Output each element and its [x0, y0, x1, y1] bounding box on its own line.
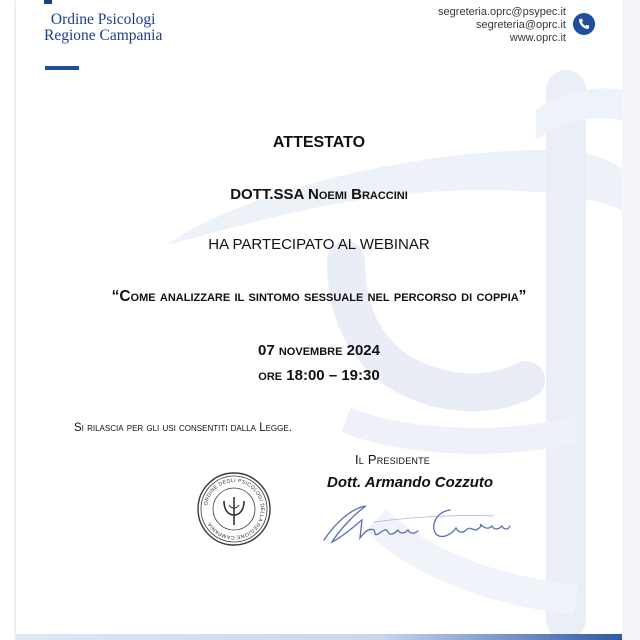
pec-email: segreteria.oprc@psypec.it [438, 6, 566, 18]
seal-text: ORDINE DEGLI PSICOLOGI DELLA REGIONE CAMPANIA [203, 477, 266, 541]
phone-icon [573, 13, 595, 35]
recipient-line [16, 186, 622, 203]
header-divider [45, 66, 79, 70]
official-seal [196, 471, 272, 547]
footer-band [16, 634, 622, 640]
page-edge [622, 0, 640, 640]
webinar-topic: “Come analizzare il sintomo sessuale nel percorso di coppia” [111, 288, 527, 305]
website: www.oprc.it [509, 32, 566, 44]
recipient-prefix: DOTT.SSA [230, 186, 308, 203]
participation-statement: HA PARTECIPATO AL WEBINAR [208, 236, 430, 253]
certificate-page [16, 0, 622, 640]
contact-info [438, 6, 566, 45]
signatory-role: Il Presidente [355, 452, 431, 467]
legal-note: Si rilascia per gli usi consentiti dalla Legge. [74, 422, 292, 434]
recipient-name: Noemi Braccini [308, 186, 408, 203]
org-name-line2: Regione Campania [44, 27, 163, 44]
org-name-line1: Ordine Psicologi [50, 11, 156, 28]
signature [314, 496, 514, 548]
signatory-name: Dott. Armando Cozzuto [327, 474, 494, 491]
logo-mark [44, 0, 52, 4]
webinar-time: ore 18:00 – 19:30 [258, 367, 380, 384]
organization-name [44, 12, 162, 44]
webinar-date: 07 novembre 2024 [258, 342, 380, 359]
certificate-title: ATTESTATO [272, 134, 366, 151]
email: segreteria@oprc.it [475, 19, 566, 31]
